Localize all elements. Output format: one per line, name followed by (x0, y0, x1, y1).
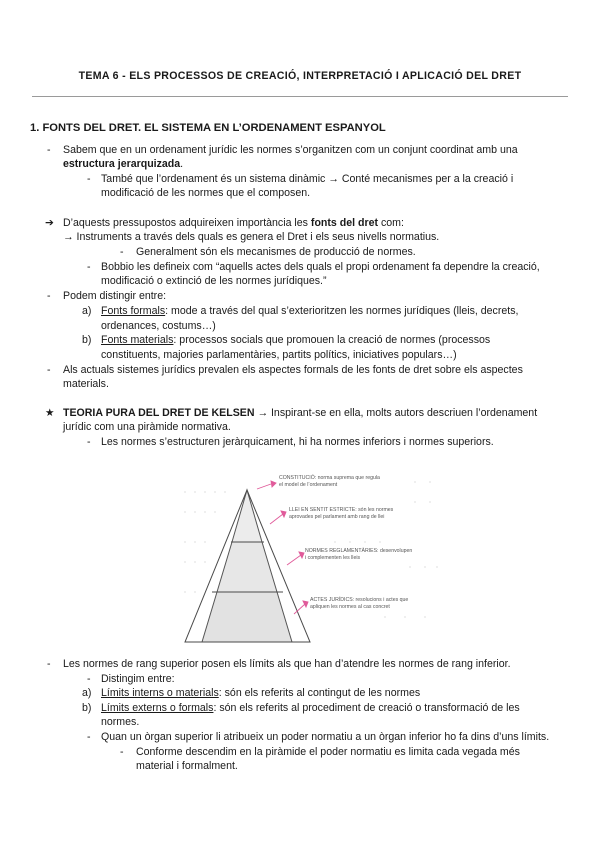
star-bullet-icon: ★ (45, 407, 55, 419)
pyramid-label-3-sub: i complementen les lleis (305, 555, 361, 561)
text-line: Bobbio les defineix com “aquells actes dels quals el propi ordenament fa dependre la creació, (101, 261, 540, 273)
bullet-dash: - (87, 261, 91, 273)
text-line: material i formalment. (136, 760, 238, 772)
text-line (63, 216, 404, 230)
bullet-dash: - (47, 364, 51, 376)
pyramid-level-2 (217, 542, 277, 592)
text-line: jurídic com una piràmide normativa. (63, 421, 231, 433)
bullet-dash: - (87, 731, 91, 743)
underlined-term: Límits externs o formals (101, 702, 214, 714)
text-line (63, 157, 183, 171)
pyramid-label-2: LLEI EN SENTIT ESTRICTE: són les normes (289, 507, 394, 513)
text-line: Generalment són els mecanismes de producció de normes. (136, 246, 416, 258)
pyramid-label-4-sub: apliquen les normes al cas concret (310, 604, 390, 610)
text-fragment: → Inspirant-se en ella, molts autors descriuen l’ordenament (254, 407, 538, 419)
text-line: Distingim entre: (101, 673, 175, 685)
pyramid-level-3 (202, 592, 292, 642)
text-fragment: : són els referits al procediment de creació o transformació de les (213, 702, 520, 714)
text-line: També que l’ordenament és un sistema dinàmic → Conté mecanismes per a la creació i (101, 173, 514, 185)
section-heading: 1. FONTS DEL DRET. EL SISTEMA EN L’ORDENAMENT ESPANYOL (30, 122, 386, 134)
text-line (101, 333, 490, 347)
text-fragment: : mode a través del qual s’exterioritzen les normes jurídiques (lleis, decrets, (165, 305, 519, 317)
text-line: Les normes de rang superior posen els límits als que han d’atendre les normes de rang inferior. (63, 658, 511, 670)
text-line: constituents, majories parlamentàries, partits polítics, iniciatives populars…) (101, 349, 457, 361)
text-line: modificació o extinció de les normes jurídiques.” (101, 275, 327, 287)
pyramid-label-4: ACTES JURÍDICS: resolucions i actes que (310, 597, 409, 603)
list-label: a) (82, 687, 92, 699)
text-line (63, 406, 537, 420)
text-fragment: : processos socials que promouen la creació de normes (processos (173, 334, 491, 346)
text-line: normes. (101, 716, 140, 728)
pyramid-label-1-sub: el model de l’ordenament (279, 482, 338, 488)
text-line: Podem distingir entre: (63, 290, 167, 302)
underlined-term: Fonts formals (101, 305, 166, 317)
bullet-dash: - (47, 144, 51, 156)
text-fragment: D’aquests pressupostos adquireixen importància les (63, 217, 311, 229)
text-line: Conforme descendim en la piràmide el poder normatiu es limita cada vegada més (136, 746, 520, 758)
bold-term: TEORIA PURA DEL DRET DE KELSEN (63, 407, 255, 419)
bold-term: fonts del dret (310, 217, 379, 229)
text-line: Les normes s’estructuren jeràrquicament, hi ha normes inferiors i normes superiors. (101, 436, 494, 448)
text-fragment: . (180, 158, 184, 170)
text-line (101, 304, 518, 318)
bullet-dash: - (87, 673, 91, 685)
pyramid-label-2-sub: aprovades pel parlament amb rang de llei (289, 514, 385, 520)
text-fragment: com: (378, 217, 404, 229)
bullet-dash: - (47, 290, 51, 302)
bullet-dash: - (120, 246, 124, 258)
bullet-dash: - (87, 436, 91, 448)
text-line: modificació de les normes que el composen. (101, 187, 311, 199)
text-line: Quan un òrgan superior li atribueix un poder normatiu a un òrgan inferior ho fa dins d’uns límits. (101, 731, 550, 743)
page-title: TEMA 6 - ELS PROCESSOS DE CREACIÓ, INTERPRETACIÓ I APLICACIÓ DEL DRET (78, 70, 522, 82)
list-label: b) (82, 702, 92, 714)
underlined-term: Límits interns o materials (101, 687, 219, 699)
list-label: b) (82, 334, 92, 346)
bullet-dash: - (87, 173, 91, 185)
text-line (101, 701, 520, 715)
bullet-dash: - (120, 746, 124, 758)
text-line: Sabem que en un ordenament jurídic les normes s’organitzen com un conjunt coordinat amb una (63, 144, 518, 156)
text-line: Als actuals sistemes jurídics prevalen els aspectes formals de les fonts de dret sobre els aspectes (63, 364, 523, 376)
text-line: ordenances, costums…) (101, 320, 216, 332)
text-fragment: : són els referits al contingut de les normes (218, 687, 421, 699)
text-line: → Instruments a través dels quals es genera el Dret i els seus nivells normatius. (63, 231, 440, 243)
underlined-term: Fonts materials (101, 334, 174, 346)
list-label: a) (82, 305, 92, 317)
pyramid-label-3: NORMES REGLAMENTÀRIES: desenvolupen (305, 548, 413, 554)
title-divider (32, 96, 568, 97)
text-line (101, 686, 420, 700)
arrow-bullet-icon: ➔ (45, 217, 54, 229)
text-line: materials. (63, 378, 109, 390)
bullet-dash: - (47, 658, 51, 670)
bold-term: estructura jerarquizada (63, 158, 181, 170)
pyramid-label-1: CONSTITUCIÓ: norma suprema que regula (279, 475, 380, 481)
